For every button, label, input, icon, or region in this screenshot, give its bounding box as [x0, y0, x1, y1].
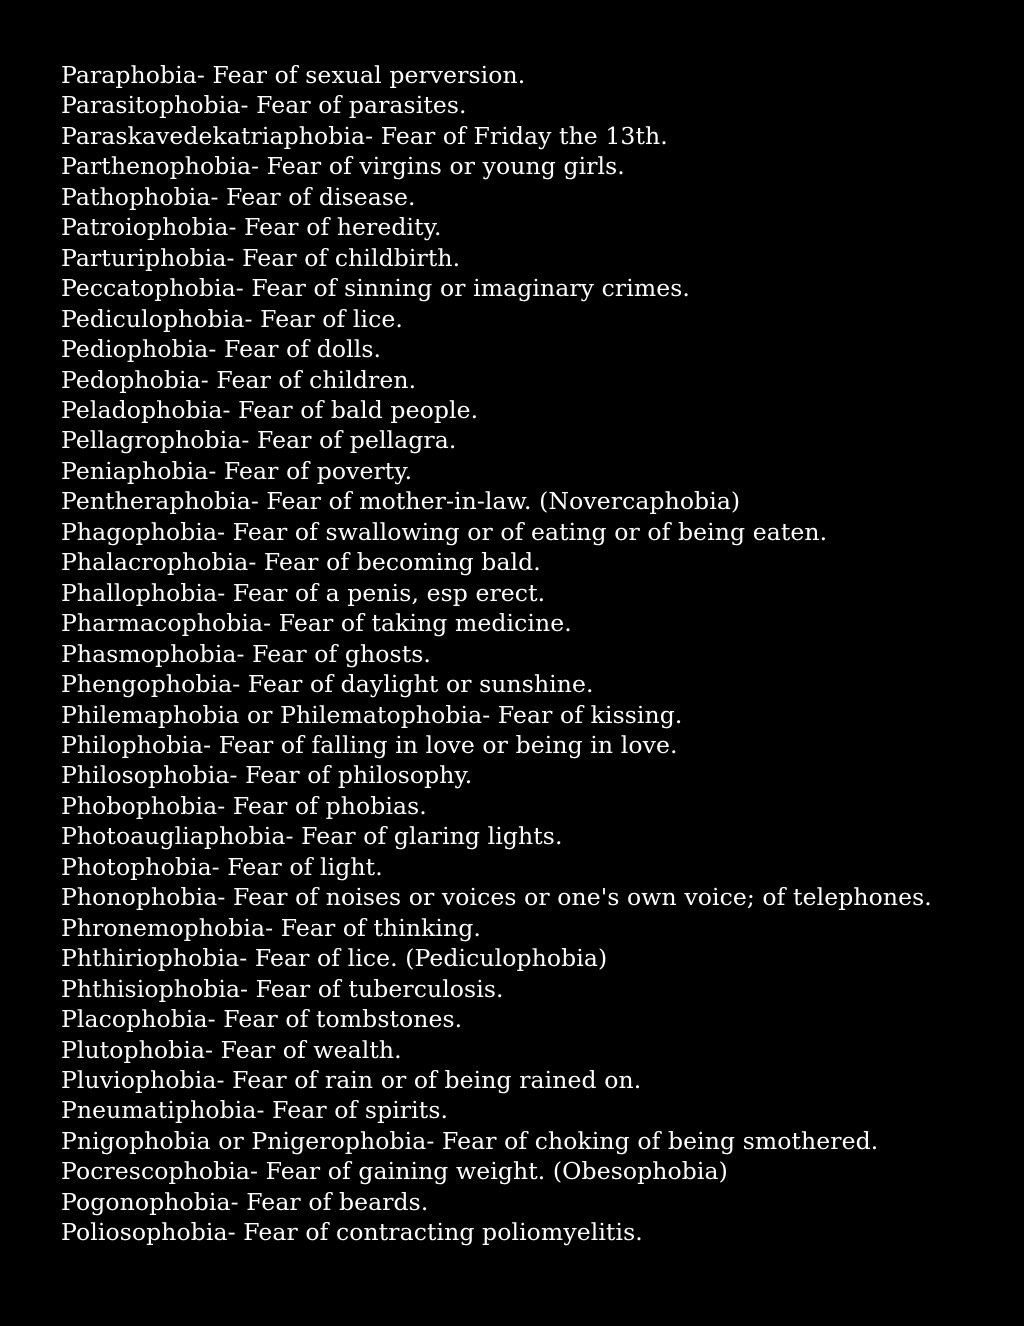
list-item: Pediophobia- Fear of dolls.	[61, 335, 382, 364]
list-item: Philosophobia- Fear of philosophy.	[61, 761, 473, 790]
list-item: Pnigophobia or Pnigerophobia- Fear of choking of being smothered.	[61, 1126, 879, 1155]
phobia-list	[61, 60, 1011, 1248]
list-item: Pathophobia- Fear of disease.	[61, 182, 416, 211]
list-item: Peladophobia- Fear of bald people.	[61, 395, 479, 424]
list-item: Phasmophobia- Fear of ghosts.	[61, 639, 431, 668]
list-item: Phobophobia- Fear of phobias.	[61, 791, 427, 820]
document-page	[61, 60, 1011, 1248]
list-item: Parasitophobia- Fear of parasites.	[61, 91, 467, 120]
list-item: Philemaphobia or Philematophobia- Fear of kissing.	[61, 700, 683, 729]
list-item: Pocrescophobia- Fear of gaining weight. (Obesophobia)	[61, 1157, 728, 1186]
list-item: Patroiophobia- Fear of heredity.	[61, 213, 442, 242]
list-item: Pluviophobia- Fear of rain or of being rained on.	[61, 1065, 642, 1094]
list-item: Photoaugliaphobia- Fear of glaring lights.	[61, 822, 563, 851]
list-item: Peccatophobia- Fear of sinning or imaginary crimes.	[61, 274, 690, 303]
list-item: Peniaphobia- Fear of poverty.	[61, 456, 413, 485]
list-item: Placophobia- Fear of tombstones.	[61, 1005, 463, 1034]
list-item: Philophobia- Fear of falling in love or being in love.	[61, 730, 678, 759]
list-item: Phthisiophobia- Fear of tuberculosis.	[61, 974, 504, 1003]
list-item: Phagophobia- Fear of swallowing or of eating or of being eaten.	[61, 517, 828, 546]
list-item: Phonophobia- Fear of noises or voices or one's own voice; of telephones.	[61, 883, 932, 912]
list-item: Phengophobia- Fear of daylight or sunshine.	[61, 670, 594, 699]
list-item: Pellagrophobia- Fear of pellagra.	[61, 426, 457, 455]
list-item: Pneumatiphobia- Fear of spirits.	[61, 1096, 449, 1125]
list-item: Phthiriophobia- Fear of lice. (Pediculophobia)	[61, 944, 608, 973]
list-item: Parturiphobia- Fear of childbirth.	[61, 243, 461, 272]
list-item: Photophobia- Fear of light.	[61, 852, 383, 881]
list-item: Phalacrophobia- Fear of becoming bald.	[61, 548, 541, 577]
list-item: Pharmacophobia- Fear of taking medicine.	[61, 609, 572, 638]
list-item: Phronemophobia- Fear of thinking.	[61, 913, 482, 942]
list-item: Pogonophobia- Fear of beards.	[61, 1187, 429, 1216]
list-item: Pentheraphobia- Fear of mother-in-law. (Novercaphobia)	[61, 487, 741, 516]
list-item: Paraskavedekatriaphobia- Fear of Friday the 13th.	[61, 121, 668, 150]
list-item: Paraphobia- Fear of sexual perversion.	[61, 61, 526, 89]
list-item: Parthenophobia- Fear of virgins or young girls.	[61, 152, 625, 181]
list-item: Pedophobia- Fear of children.	[61, 365, 417, 394]
list-item: Phallophobia- Fear of a penis, esp erect.	[61, 578, 546, 607]
list-item: Plutophobia- Fear of wealth.	[61, 1035, 402, 1064]
list-item: Poliosophobia- Fear of contracting poliomyelitis.	[61, 1218, 643, 1247]
list-item: Pediculophobia- Fear of lice.	[61, 304, 403, 333]
